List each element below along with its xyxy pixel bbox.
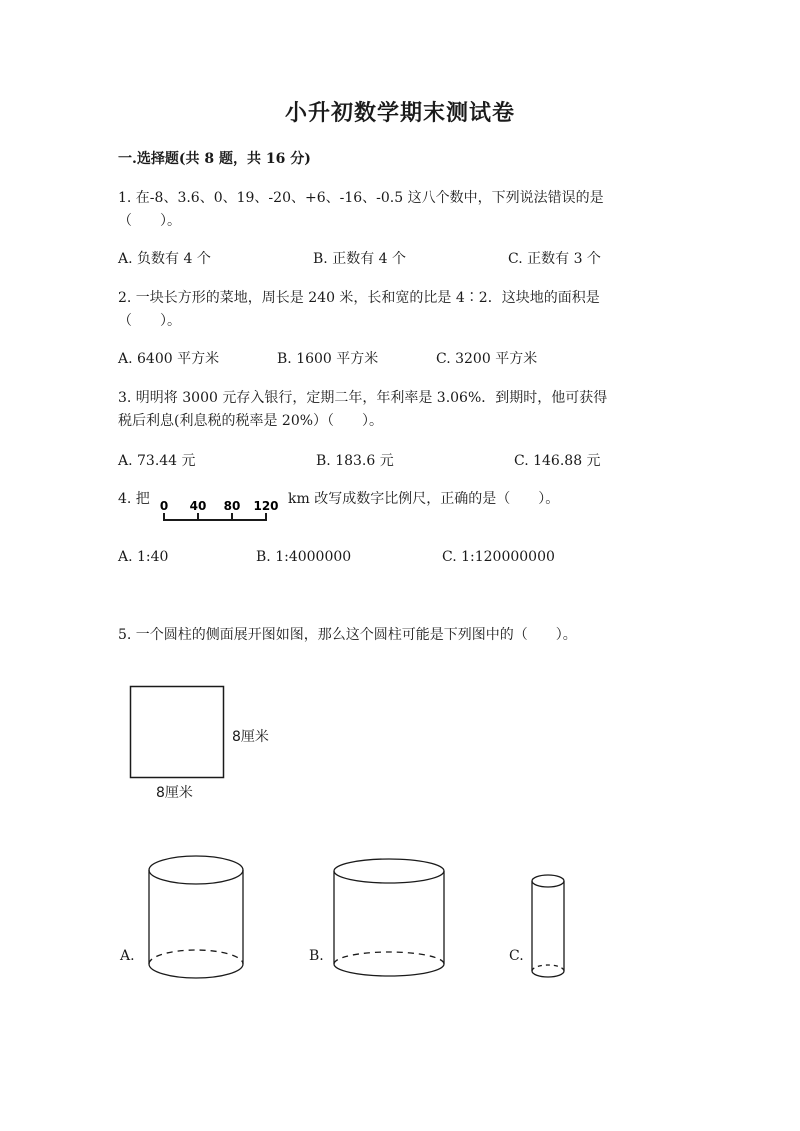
section-heading: 一.选择题(共 8 题，共 16 分) [118,151,311,167]
cylinder-b-top [334,859,444,883]
cylinder-b-bottom-visible [334,964,444,976]
question-3-option-b: B. 183.6 元 [316,453,394,469]
question-5-text: 5. 一个圆柱的侧面展开图如图，那么这个圆柱可能是下列图中的（ ）。 [118,627,577,643]
cylinder-a-figure [146,852,246,984]
scale-tick-label-0: 0 [159,499,169,513]
cylinder-c-bottom-visible [532,971,564,977]
question-2-option-b: B. 1600 平方米 [277,351,379,367]
net-side-label: 8厘米 [232,729,269,745]
cylinder-net-square [128,684,228,780]
question-3-option-a: A. 73.44 元 [118,453,196,469]
net-square-outline [131,687,224,778]
question-2-option-a: A. 6400 平方米 [118,351,220,367]
cylinder-b-bottom-hidden [334,952,444,964]
question-3-blank: 税后利息(利息税的税率是 20%）（ ）。 [118,413,384,429]
cylinder-a-bottom-visible [149,964,243,978]
question-4-option-c: C. 1:120000000 [442,549,555,565]
question-5-option-a: A. [120,948,135,964]
page-title: 小升初数学期末测试卷 [284,100,515,126]
cylinder-c-bottom-hidden [532,965,564,971]
question-2-blank: （ ）。 [118,313,181,329]
question-1-option-c: C. 正数有 3 个 [508,251,601,267]
cylinder-b-figure [331,856,447,980]
net-bottom-label: 8厘米 [156,785,193,801]
scale-tick-label-80: 80 [223,499,241,513]
cylinder-a-top [149,856,243,884]
cylinder-a-bottom-hidden [149,950,243,964]
question-4-option-a: A. 1:40 [118,549,169,565]
question-4-option-b: B. 1:4000000 [256,549,352,565]
question-5-option-b: B. [309,948,324,964]
scale-bar-figure [158,497,284,527]
cylinder-c-figure [529,872,567,982]
question-3-option-c: C. 146.88 元 [514,453,601,469]
question-5-option-c: C. [509,948,524,964]
scale-tick-label-40: 40 [189,499,207,513]
scale-tick-label-120: 120 [253,499,279,513]
question-4-prefix: 4. 把 [118,491,150,507]
question-4-suffix: km 改写成数字比例尺，正确的是（ ）。 [288,491,560,507]
question-2-text: 2. 一块长方形的菜地，周长是 240 米，长和宽的比是 4∶2．这块地的面积是 [118,290,600,306]
question-1-option-a: A. 负数有 4 个 [118,251,211,267]
question-3-text: 3. 明明将 3000 元存入银行，定期二年，年利率是 3.06%．到期时，他可获得 [118,390,608,406]
question-1-text: 1. 在-8、3.6、0、19、-20、+6、-16、-0.5 这八个数中，下列说法错误的是 [118,190,604,206]
question-2-option-c: C. 3200 平方米 [436,351,538,367]
question-1-option-b: B. 正数有 4 个 [313,251,406,267]
question-1-blank: （ ）。 [118,213,181,229]
cylinder-c-top [532,875,564,887]
